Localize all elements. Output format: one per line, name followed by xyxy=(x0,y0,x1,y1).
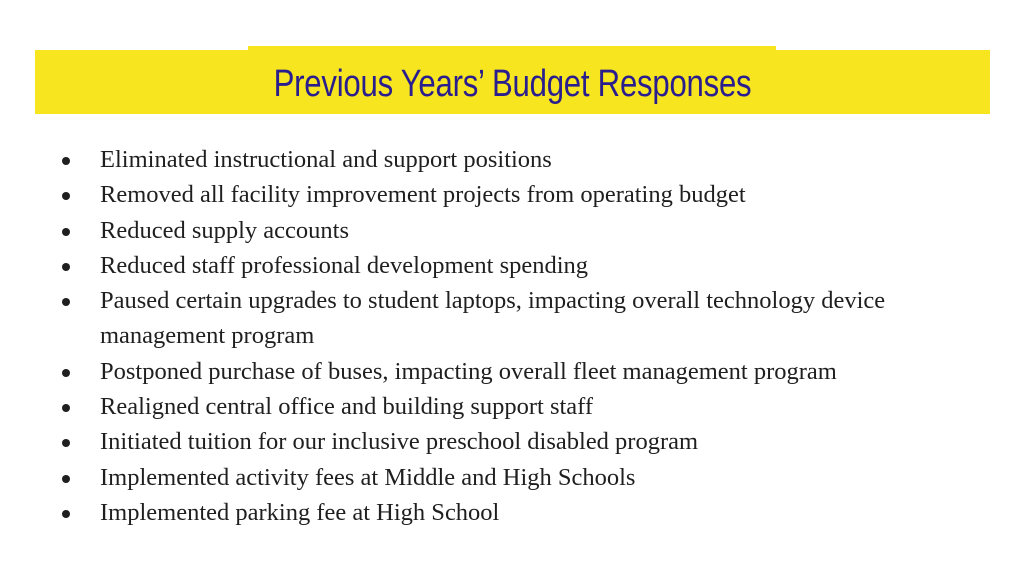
bullet-dot-icon xyxy=(62,263,70,271)
bullet-item xyxy=(62,142,1002,177)
bullet-item xyxy=(62,354,1002,389)
bullet-text: Reduced staff professional development spending xyxy=(100,251,589,279)
bullet-text: Removed all facility improvement projects from operating budget xyxy=(100,181,746,209)
bullet-item xyxy=(62,424,1002,459)
bullet-dot-icon xyxy=(62,510,70,518)
bullet-item xyxy=(62,495,1002,530)
bullet-text: Postponed purchase of buses, impacting overall fleet management program xyxy=(100,357,837,385)
bullet-item xyxy=(62,213,1002,248)
bullet-dot-icon xyxy=(62,192,70,200)
bullet-text: Reduced supply accounts xyxy=(100,216,350,244)
title-band xyxy=(35,50,990,114)
bullet-text: Initiated tuition for our inclusive preschool disabled program xyxy=(100,428,699,456)
bullet-dot-icon xyxy=(62,439,70,447)
bullet-item xyxy=(62,248,1002,283)
bullet-text: Eliminated instructional and support positions xyxy=(100,146,552,173)
bullet-text: Implemented activity fees at Middle and High Schools xyxy=(100,463,636,491)
bullet-dot-icon xyxy=(62,404,70,412)
bullet-dot-icon xyxy=(62,298,70,306)
bullet-dot-icon xyxy=(62,475,70,483)
bullet-text: Realigned central office and building support staff xyxy=(100,393,594,421)
bullet-item xyxy=(62,177,1002,212)
bullet-dot-icon xyxy=(62,369,70,377)
bullet-dot-icon xyxy=(62,157,70,165)
bullet-text: Implemented parking fee at High School xyxy=(100,498,500,526)
bullet-dot-icon xyxy=(62,228,70,236)
slide-title: Previous Years’ Budget Responses xyxy=(273,63,752,105)
bullet-item xyxy=(62,389,1002,424)
bullet-item xyxy=(62,460,1002,495)
bullet-text: Paused certain upgrades to student laptops, impacting overall technology device management program xyxy=(100,287,886,350)
bullet-item xyxy=(62,283,1002,354)
bullet-list xyxy=(62,142,1002,530)
